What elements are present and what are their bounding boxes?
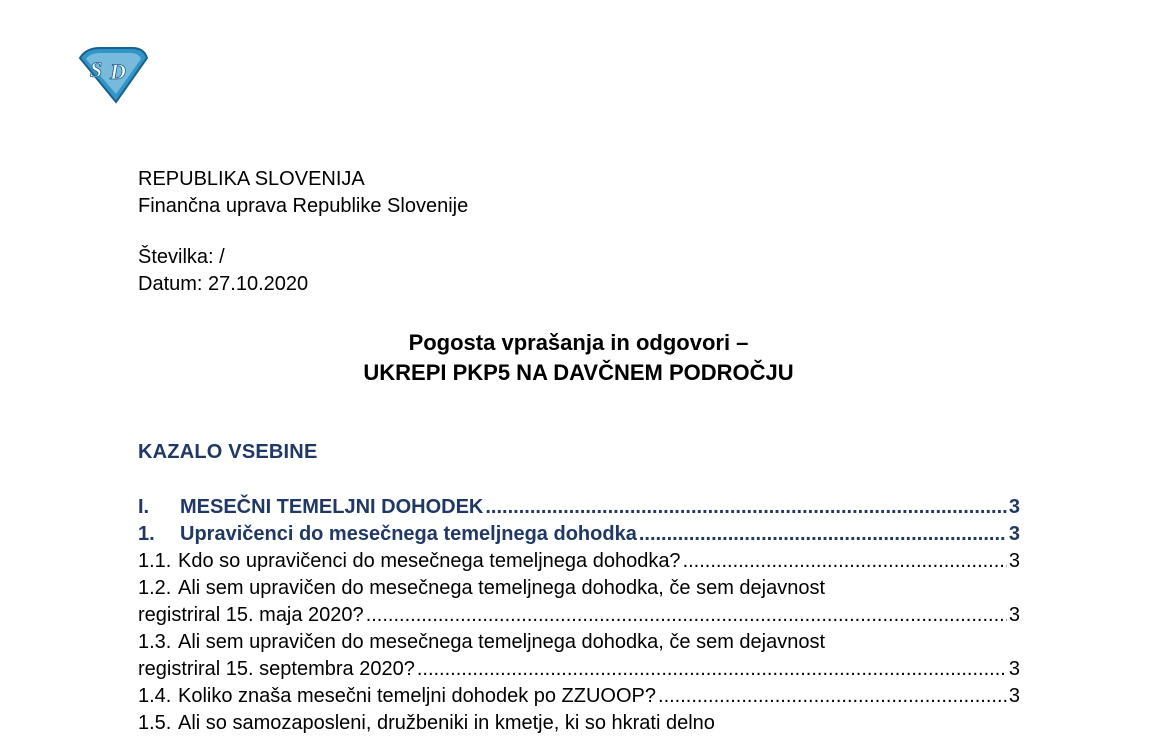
toc-entry-number: 1.2.: [138, 577, 172, 599]
document-number: Številka: /: [138, 246, 225, 268]
toc-entry[interactable]: [138, 629, 1020, 656]
toc-entry-number: 1.3.: [138, 631, 172, 653]
toc-entry-title: Ali sem upravičen do mesečnega temeljnega dohodka, če sem dejavnost: [178, 631, 826, 653]
toc-entry-page: 3: [1008, 550, 1020, 572]
toc-heading: KAZALO VSEBINE: [138, 441, 318, 463]
furs-logo: [76, 44, 150, 106]
toc-entry-number: I.: [138, 496, 150, 518]
toc-leader: [639, 521, 1007, 548]
toc-leader: [366, 602, 1007, 629]
issuer-block: [138, 166, 468, 220]
toc-entry-number: 1.4.: [138, 685, 172, 707]
toc-entry[interactable]: [138, 548, 1020, 575]
toc-entry-number: 1.5.: [138, 712, 172, 734]
issuer-authority: Finančna uprava Republike Slovenije: [138, 195, 469, 217]
toc-leader: [658, 683, 1007, 710]
issuer-country: REPUBLIKA SLOVENIJA: [138, 168, 365, 190]
toc-entry[interactable]: [138, 683, 1020, 710]
toc-entry-continuation[interactable]: [138, 656, 1020, 683]
toc-entry[interactable]: [138, 710, 1020, 737]
toc-entry-title: Koliko znaša mesečni temeljni dohodek po ZZUOOP?: [178, 685, 657, 707]
toc-entry-title: Ali so samozaposleni, družbeniki in kmetje, ki so hkrati delno: [178, 712, 715, 734]
toc-entry-number: 1.: [138, 523, 155, 545]
toc-leader: [485, 494, 1007, 521]
toc-entry[interactable]: [138, 494, 1020, 521]
toc-entry-page: 3: [1008, 496, 1020, 518]
toc-leader: [417, 656, 1007, 683]
toc-entry[interactable]: [138, 521, 1020, 548]
toc-entry-title: Upravičenci do mesečnega temeljnega dohodka: [180, 523, 637, 545]
toc-entry-page: 3: [1008, 523, 1020, 545]
toc-entry-page: 3: [1008, 604, 1020, 626]
svg-text:S: S: [90, 57, 103, 82]
svg-text:D: D: [110, 59, 126, 84]
toc-entry-title-continuation: registriral 15. maja 2020?: [138, 604, 364, 626]
toc-entry-continuation[interactable]: [138, 602, 1020, 629]
toc-entry-title-continuation: registriral 15. septembra 2020?: [138, 658, 415, 680]
toc-entry-title: Kdo so upravičenci do mesečnega temeljnega dohodka?: [178, 550, 681, 572]
toc-entry[interactable]: [138, 575, 1020, 602]
toc-leader: [683, 548, 1007, 575]
toc-entry-page: 3: [1008, 658, 1020, 680]
toc-entry-page: 3: [1008, 685, 1020, 707]
toc-entry-title: Ali sem upravičen do mesečnega temeljnega dohodka, če sem dejavnost: [178, 577, 826, 599]
document-title-line-2: UKREPI PKP5 NA DAVČNEM PODROČJU: [363, 360, 794, 385]
shield-logo-icon: [76, 44, 150, 106]
toc-entry-title: MESEČNI TEMELJNI DOHODEK: [180, 496, 484, 518]
toc-entry-number: 1.1.: [138, 550, 172, 572]
table-of-contents: [138, 494, 1020, 737]
document-title-line-1: Pogosta vprašanja in odgovori –: [408, 330, 749, 355]
document-meta: [138, 244, 308, 298]
document-date: Datum: 27.10.2020: [138, 273, 309, 295]
